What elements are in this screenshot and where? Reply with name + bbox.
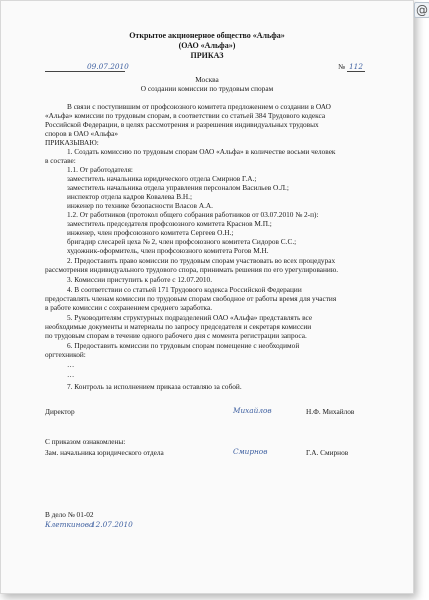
- order-subject: О создании комиссии по трудовым спорам: [140, 84, 274, 93]
- order-number-field: [347, 62, 365, 72]
- acquainted-label: С приказом ознакомлены:: [45, 437, 126, 446]
- signer-name: Н.Ф. Михайлов: [306, 407, 355, 416]
- p5-line-2: необходимые документы и материалы по запросу председателя и секретаря комиссии: [45, 322, 312, 331]
- p3: 3. Комиссии приступить к работе с 12.07.2010.: [67, 275, 213, 284]
- intro-line-1: В связи с поступившим от профсоюзного комитета предложением о создании в ОАО: [67, 102, 331, 111]
- filing-handwritten-date: 12.07.2010: [91, 520, 133, 529]
- p4-line-3: в работе комиссии с сохранением среднего заработка.: [45, 303, 213, 312]
- order-number: 112: [349, 62, 363, 71]
- order-date-field: [45, 62, 129, 72]
- signer-title: Директор: [45, 407, 75, 416]
- director-signature: Михайлов: [233, 406, 272, 415]
- p5-line-1: 5. Руководителям структурных подразделений ОАО «Альфа» представлять все: [67, 313, 313, 322]
- p4-line-2: предоставлять членам комиссии по трудовым спорам свободное от работы время для участия: [45, 294, 337, 303]
- ellipsis-1: …: [67, 360, 75, 369]
- p1-1-title: 1.1. От работодателя:: [67, 165, 133, 174]
- filing-handwritten-name: Клеткинова: [45, 520, 94, 529]
- p5-line-3: по трудовым спорам в течение одного рабочего дня с момента регистрации запроса.: [45, 331, 307, 340]
- p1-2-item-4: художник-оформитель, член профсоюзного комитета Рогов М.Н.: [67, 246, 269, 255]
- p6-line-1: 6. Предоставить комиссии по трудовым спорам помещение с необходимой: [67, 341, 300, 350]
- p2-line-2: рассмотрения индивидуального трудового спора, принимать решения по его урегулированию.: [45, 265, 339, 274]
- p1-line-1: 1. Создать комиссию по трудовым спорам ОАО «Альфа» в количестве восьми человек: [67, 147, 336, 156]
- order-date: 09.07.2010: [87, 62, 129, 71]
- intro-line-4: споров в ОАО «Альфа»: [45, 129, 119, 138]
- p6-line-2: оргтехникой:: [45, 350, 86, 359]
- order-number-label: №: [338, 62, 345, 71]
- p1-2-title: 1.2. От работников (протокол общего собрания работников от 03.07.2010 № 2-п):: [67, 210, 319, 219]
- p1-line-2: в составе:: [45, 156, 76, 165]
- p4-line-1: 4. В соответствии со статьей 171 Трудового кодекса Российской Федерации: [67, 285, 302, 294]
- acquainted-signature: Смирнов: [233, 447, 268, 456]
- p1-2-item-1: заместитель председателя профсоюзного комитета Краснов М.П.;: [67, 219, 272, 228]
- at-sign-icon[interactable]: @: [416, 3, 428, 17]
- p1-1-item-2: заместитель начальника отдела управления персоналом Васильев О.Л.;: [67, 183, 289, 192]
- acquainted-name: Г.А. Смирнов: [306, 448, 349, 457]
- doc-type: ПРИКАЗ: [190, 51, 224, 60]
- p1-2-item-2: инженер, член профсоюзного комитета Сергеев О.Н.;: [67, 228, 234, 237]
- org-full-name: Открытое акционерное общество «Альфа»: [129, 31, 285, 40]
- p1-1-item-4: инженер по технике безопасности Власов А.А.: [67, 201, 214, 210]
- order-word: ПРИКАЗЫВАЮ:: [45, 138, 99, 147]
- acquainted-position: Зам. начальника юридического отдела: [45, 448, 164, 457]
- filing-label: В дело № 01-02: [45, 510, 94, 519]
- p1-2-item-3: бригадир слесарей цеха № 2, член профсоюзного комитета Сидоров С.С.;: [67, 237, 297, 246]
- p7: 7. Контроль за исполнением приказа оставляю за собой.: [67, 382, 242, 391]
- intro-line-3: Российской Федерации, в целях рассмотрения и разрешения индивидуальных трудовых: [45, 120, 319, 129]
- ellipsis-2: …: [67, 370, 75, 379]
- org-short-name: (ОАО «Альфа»): [178, 41, 236, 50]
- intro-line-2: «Альфа» комиссии по трудовым спорам, в соответствии со статьей 384 Трудового кодекса: [45, 111, 326, 120]
- p2-line-1: 2. Предоставить право комиссии по трудовым спорам участвовать во всех процедурах: [67, 256, 336, 265]
- p1-1-item-3: инспектор отдела кадров Ковалева В.Н.;: [67, 192, 193, 201]
- p1-1-item-1: заместитель начальника юридического отдела Смирнов Г.А.;: [67, 174, 257, 183]
- city: Москва: [195, 75, 219, 84]
